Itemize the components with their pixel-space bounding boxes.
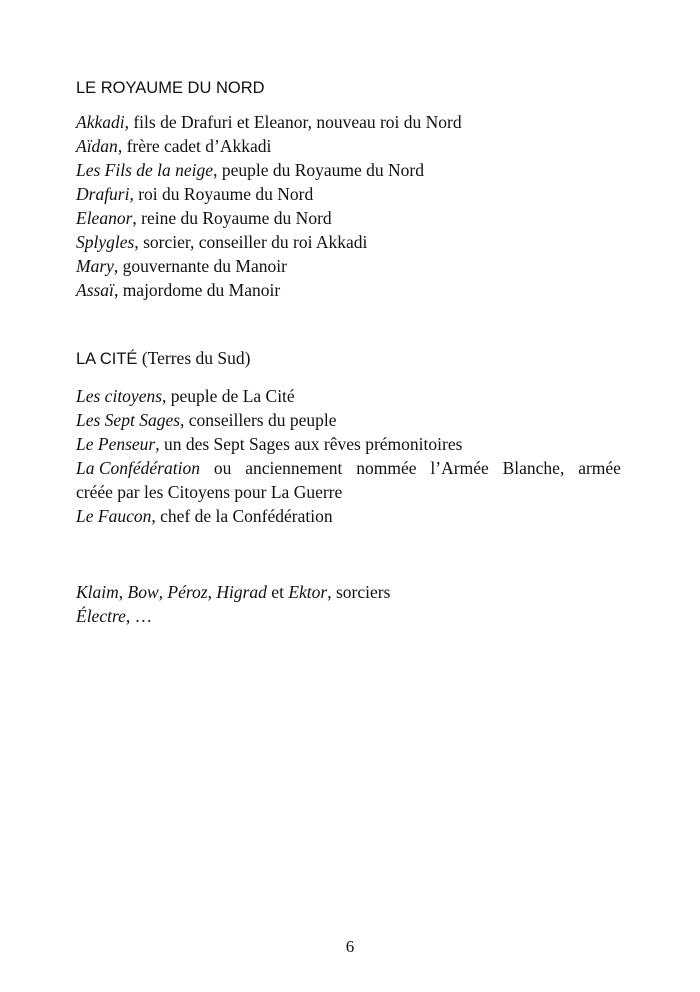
- character-description: , chef de la Confédération: [151, 506, 333, 526]
- character-name: Les citoyens: [76, 386, 163, 406]
- character-description: , reine du Royaume du Nord: [132, 208, 332, 228]
- character-description: , …: [125, 606, 153, 626]
- character-name: Péroz: [167, 582, 208, 602]
- conjunction: et: [266, 582, 289, 602]
- document-page: [76, 0, 621, 992]
- character-name: Électre: [76, 606, 126, 626]
- character-name: Drafuri: [76, 184, 130, 204]
- list-item: [76, 580, 621, 604]
- character-name: Le Penseur: [76, 434, 156, 454]
- list-item: [76, 604, 621, 628]
- list-item: [76, 206, 621, 230]
- section-subtitle: (Terres du Sud): [137, 348, 251, 368]
- character-name: Klaim: [76, 582, 119, 602]
- separator: ,: [118, 582, 128, 602]
- list-item: [76, 504, 621, 528]
- character-description: , majordome du Manoir: [113, 280, 281, 300]
- character-description: , conseillers du peuple: [180, 410, 337, 430]
- character-name: Le Faucon: [76, 506, 152, 526]
- character-description: , sorciers: [327, 582, 391, 602]
- character-name: Akkadi: [76, 112, 125, 132]
- description-word: armée: [578, 458, 621, 478]
- character-name: Higrad: [216, 582, 267, 602]
- description-word: Blanche,: [502, 458, 565, 478]
- character-name: Eleanor: [76, 208, 133, 228]
- character-description: , frère cadet d’Akkadi: [117, 136, 272, 156]
- section-title: LA CITÉ: [76, 350, 138, 368]
- list-item: [76, 158, 621, 182]
- separator: ,: [158, 582, 168, 602]
- description-word: l’Armée: [430, 458, 489, 478]
- character-name: Ektor: [288, 582, 328, 602]
- list-item: [76, 182, 621, 206]
- character-description: , peuple de La Cité: [162, 386, 295, 406]
- list-item: [76, 408, 621, 432]
- character-description: , sorcier, conseiller du roi Akkadi: [134, 232, 368, 252]
- description-word: anciennement: [245, 458, 343, 478]
- list-item: [76, 134, 621, 158]
- list-item: [76, 432, 621, 456]
- list-item: [76, 278, 621, 302]
- character-description: , un des Sept Sages aux rêves prémonitoires: [155, 434, 463, 454]
- character-description: , peuple du Royaume du Nord: [213, 160, 424, 180]
- description-word: ou: [213, 458, 232, 478]
- list-item-justified: [76, 456, 621, 480]
- list-item: [76, 230, 621, 254]
- character-name: Splygles: [76, 232, 135, 252]
- character-name: Bow: [127, 582, 159, 602]
- character-name: Les Fils de la neige: [76, 160, 214, 180]
- list-item: [76, 254, 621, 278]
- description-continuation: [76, 480, 621, 504]
- sorcerers-list: [76, 580, 621, 628]
- character-name: Les Sept Sages: [76, 410, 181, 430]
- character-description: , gouvernante du Manoir: [113, 256, 287, 276]
- page-number: 6: [345, 937, 355, 956]
- description-word: nommée: [356, 458, 417, 478]
- character-description: , fils de Drafuri et Eleanor, nouveau roi du Nord: [124, 112, 462, 132]
- north-character-list: [76, 110, 621, 302]
- section-heading-city: [76, 346, 250, 371]
- character-name: Mary: [76, 256, 114, 276]
- section-heading-north: [76, 76, 265, 100]
- section-title: LE ROYAUME DU NORD: [76, 79, 265, 97]
- character-name: La Confédération: [76, 458, 200, 478]
- list-item: [76, 384, 621, 408]
- city-character-list: [76, 384, 621, 528]
- description-text: créée par les Citoyens pour La Guerre: [76, 482, 343, 502]
- separator: ,: [207, 582, 217, 602]
- character-description: , roi du Royaume du Nord: [129, 184, 314, 204]
- character-name: Aïdan: [76, 136, 118, 156]
- list-item: [76, 110, 621, 134]
- character-name: Assaï: [76, 280, 114, 300]
